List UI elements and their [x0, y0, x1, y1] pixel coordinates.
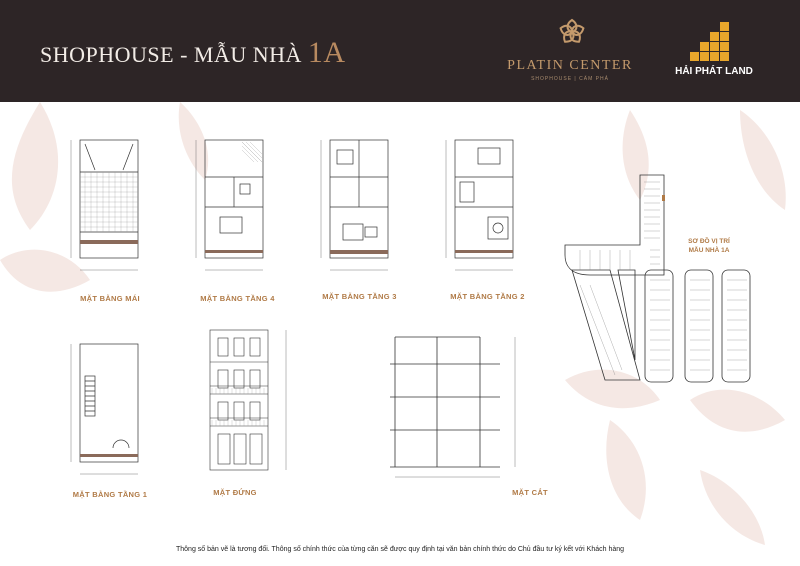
floor4-plan-drawing	[190, 132, 280, 282]
site-map-label-line1: SƠ ĐỒ VỊ TRÍ	[688, 238, 730, 245]
brand-platin-name: PLATIN CENTER	[507, 58, 633, 73]
section-drawing	[335, 312, 535, 487]
roof-plan-drawing	[65, 132, 155, 282]
brand-platin-subtitle: SHOPHOUSE | CẨM PHẢ	[531, 76, 609, 82]
floor4-plan-label: MẶT BẰNG TẦNG 4	[200, 294, 275, 303]
site-map-label-line2: MẪU NHÀ 1A	[688, 247, 730, 254]
floor2-plan-label: MẶT BẰNG TẦNG 2	[450, 292, 525, 301]
roof-plan-label: MẶT BẰNG MÁI	[80, 294, 140, 303]
flower-logo-icon	[556, 16, 588, 48]
elevation-label: MẶT ĐỨNG	[213, 488, 257, 497]
site-map-label	[674, 237, 744, 255]
floor3-plan-label: MẶT BẰNG TẦNG 3	[322, 292, 397, 301]
stacked-blocks-logo-icon	[690, 22, 732, 62]
floor2-plan-drawing	[440, 132, 530, 282]
brand-haiphat-name: HẢI PHÁT LAND	[675, 66, 753, 77]
page-title	[40, 36, 346, 70]
footer-note: Thông số bản vẽ là tương đối. Thông số chính thức của từng căn sẽ được quy định tại văn bản chính thức do Chủ đầu tư ký kết với Khách hàng	[175, 546, 625, 553]
page-title-code: 1A	[307, 36, 346, 69]
front-elevation-drawing	[198, 322, 308, 477]
section-label: MẶT CẮT	[512, 488, 548, 497]
floor3-plan-drawing	[315, 132, 405, 282]
floor1-plan-label: MẶT BẰNG TẦNG 1	[72, 490, 148, 499]
floor1-plan-drawing	[65, 336, 155, 486]
header-bar	[0, 0, 800, 102]
site-map-drawing	[560, 170, 770, 390]
page-title-prefix: SHOPHOUSE - MẪU NHÀ	[40, 42, 302, 67]
